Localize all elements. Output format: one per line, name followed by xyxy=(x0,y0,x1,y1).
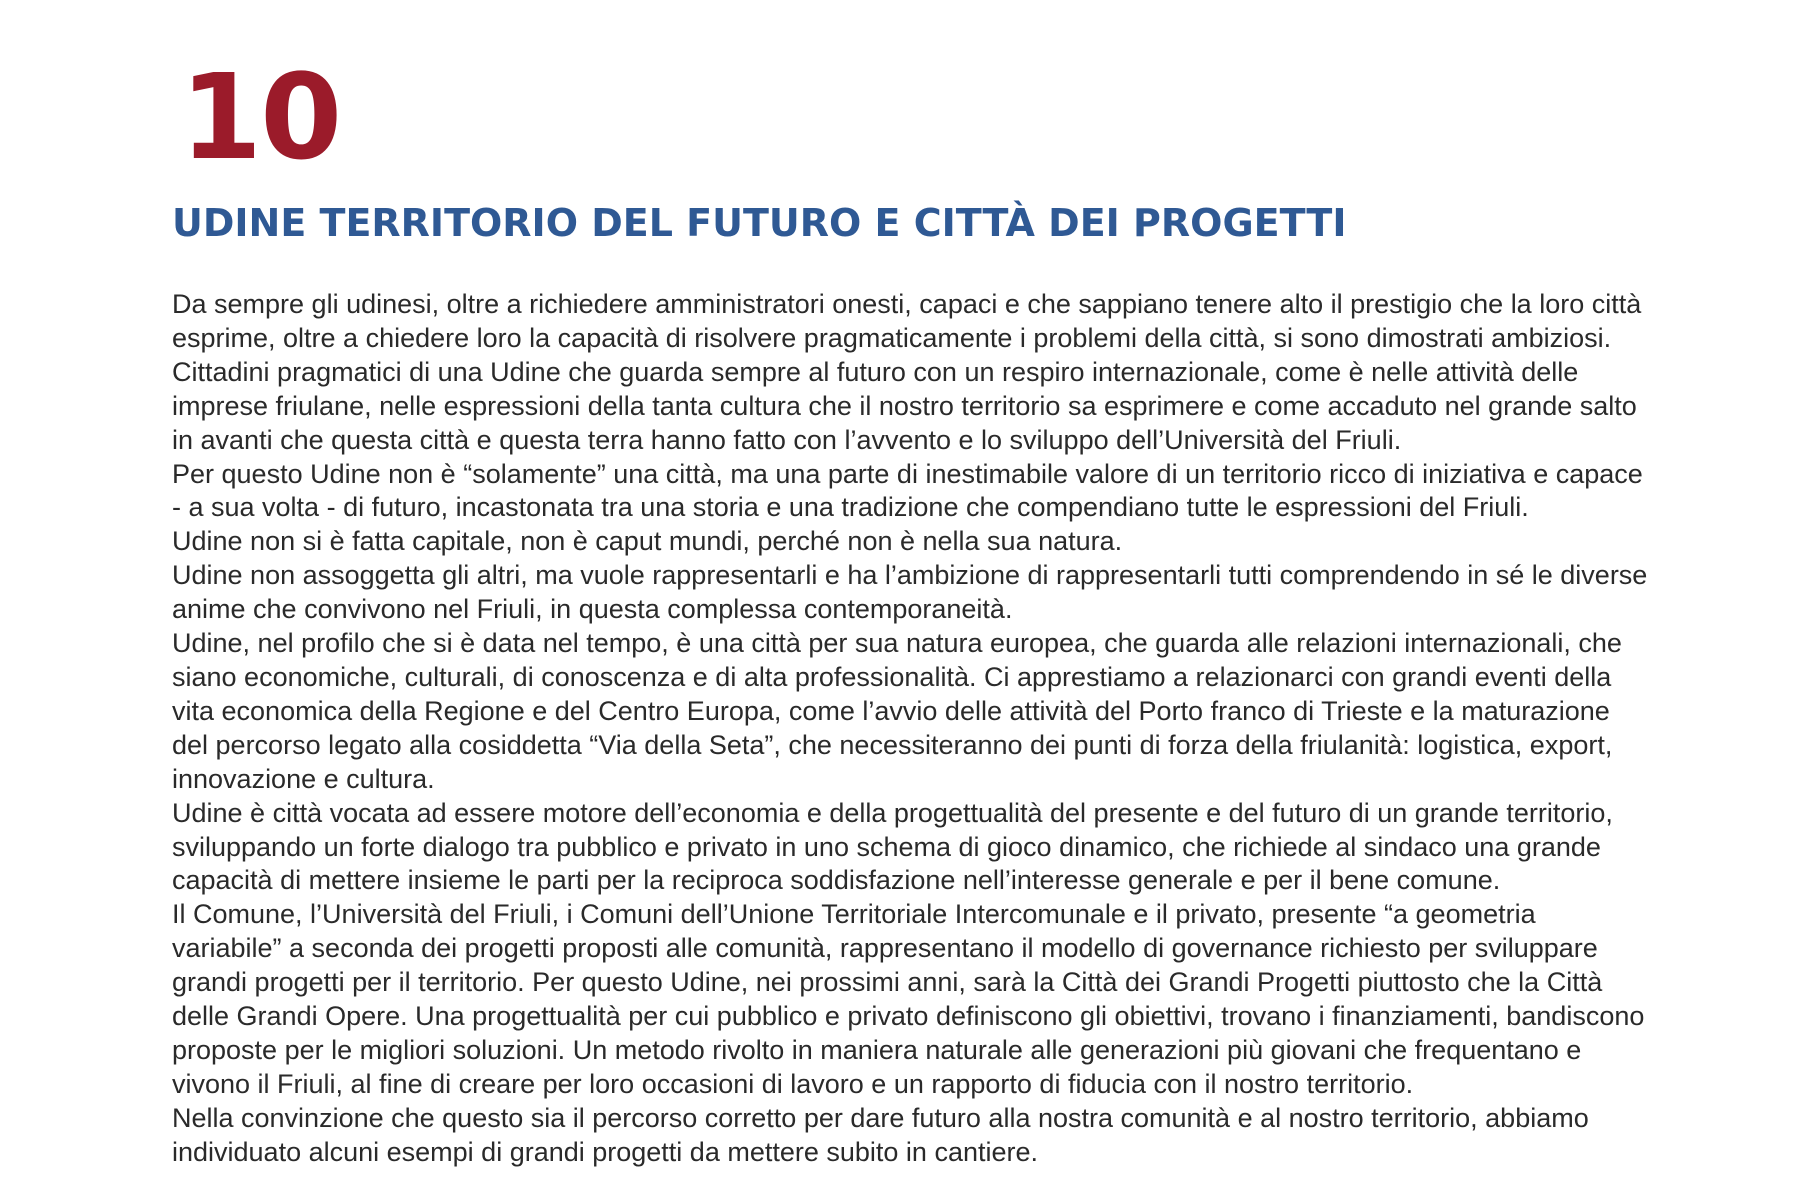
chapter-number: 10 xyxy=(180,48,341,186)
paragraph: Udine non si è fatta capitale, non è caput mundi, perché non è nella sua natura. xyxy=(172,526,1123,557)
paragraph: Udine è città vocata ad essere motore dell’economia e della progettualità del presente e del futuro di un grande territorio, sviluppando un forte dialogo tra pubblico e privato in uno schema di gioco dinamico, che richiede al sindaco una grande capacità di mettere insieme le parti per la reciproca soddisfazione nell’interesse generale e per il bene comune. xyxy=(172,797,1613,896)
paragraph: Nella convinzione che questo sia il percorso corretto per dare futuro alla nostra comunità e al nostro territorio, abbiamo individuato alcuni esempi di grandi progetti da mettere subito in cantiere. xyxy=(172,1102,1589,1167)
paragraph: Udine non assoggetta gli altri, ma vuole rappresentarli e ha l’ambizione di rappresentarli tutti comprendendo in sé le diverse anime che convivono nel Friuli, in questa complessa contemporaneità. xyxy=(172,560,1648,625)
chapter-title: UDINE TERRITORIO DEL FUTURO E CITTÀ DEI PROGETTI xyxy=(172,201,1347,245)
paragraph: Cittadini pragmatici di una Udine che guarda sempre al futuro con un respiro internazionale, come è nelle attività delle imprese friulane, nelle espressioni della tanta cultura che il nostro territorio sa esprimere e come accaduto nel grande salto in avanti che questa città e questa terra hanno fatto con l’avvento e lo sviluppo dell’Università del Friuli. xyxy=(172,356,1637,455)
paragraph: Da sempre gli udinesi, oltre a richiedere amministratori onesti, capaci e che sappiano tenere alto il prestigio che la loro città esprime, oltre a chiedere loro la capacità di risolvere pragmaticamente i problemi della città, si sono dimostrati ambiziosi. xyxy=(172,289,1642,353)
paragraph: Per questo Udine non è “solamente” una città, ma una parte di inestimabile valore di un territorio ricco di iniziativa e capace - a sua volta - di futuro, incastonata tra una storia e una tradizione che compendiano tutte le espressioni del Friuli. xyxy=(172,458,1643,523)
paragraph: Udine, nel profilo che si è data nel tempo, è una città per sua natura europea, che guarda alle relazioni internazionali, che siano economiche, culturali, di conoscenza e di alta professionalità. Ci apprestiamo a relazionarci con grandi eventi della vita economica della Regione e del Centro Europa, come l’avvio delle attività del Porto franco di Trieste e la maturazione del percorso legato alla cosiddetta “Via della Seta”, che necessiteranno dei punti di forza della friulanità: logistica, export, innovazione e cultura. xyxy=(172,628,1622,794)
chapter-body xyxy=(172,288,1652,1170)
paragraph: Il Comune, l’Università del Friuli, i Comuni dell’Unione Territoriale Intercomunale e il privato, presente “a geometria variabile” a seconda dei progetti proposti alle comunità, rappresentano il modello di governance richiesto per sviluppare grandi progetti per il territorio. Per questo Udine, nei prossimi anni, sarà la Città dei Grandi Progetti piuttosto che la Città delle Grandi Opere. Una progettualità per cui pubblico e privato definiscono gli obiettivi, trovano i finanziamenti, bandiscono proposte per le migliori soluzioni. Un metodo rivolto in maniera naturale alle generazioni più giovani che frequentano e vivono il Friuli, al fine di creare per loro occasioni di lavoro e un rapporto di fiducia con il nostro territorio. xyxy=(172,899,1645,1099)
